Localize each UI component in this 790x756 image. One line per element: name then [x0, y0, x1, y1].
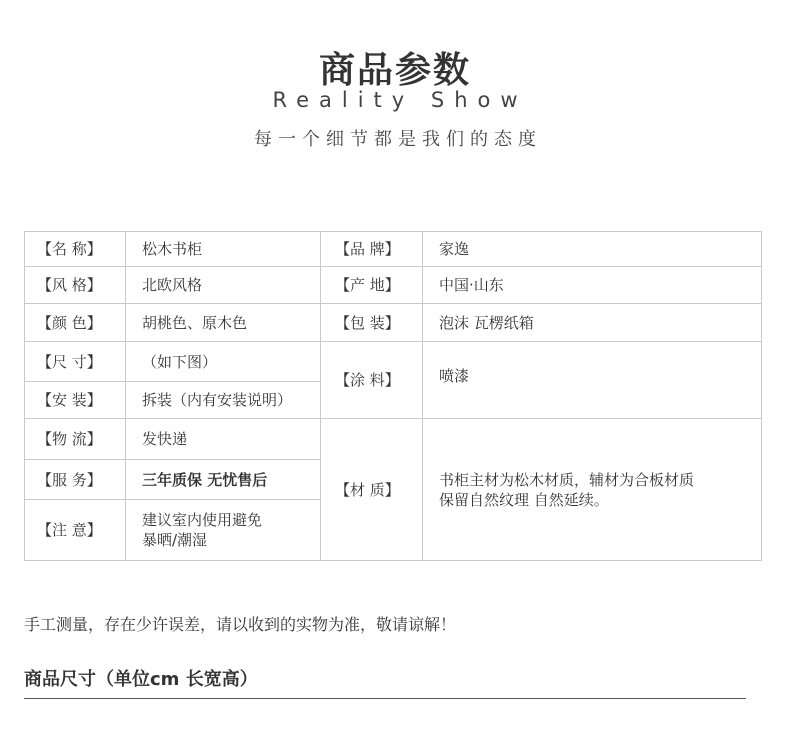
table-row: [25, 419, 762, 460]
param-label: 【尺 寸】: [25, 342, 126, 382]
param-value: [126, 500, 321, 561]
param-value: 松木书柜: [126, 232, 321, 267]
caution-line: 暴晒/潮湿: [142, 531, 208, 549]
page-tagline: 每一个细节都是我们的态度: [254, 129, 542, 150]
material-line: 书柜主材为松木材质，辅材为合板材质: [439, 470, 695, 489]
param-value: [423, 419, 762, 561]
table-row: [25, 267, 762, 304]
param-value: 中国·山东: [423, 267, 762, 304]
param-label: 【物 流】: [25, 419, 126, 460]
page-subtitle: Reality Show: [272, 88, 528, 112]
page-title: 商品参数: [318, 50, 471, 91]
param-label: 【涂 料】: [321, 342, 423, 419]
caution-line: 建议室内使用避免: [142, 511, 263, 529]
section-divider: [24, 698, 746, 699]
table-row: [25, 304, 762, 342]
param-value: 三年质保 无忧售后: [126, 460, 321, 500]
param-label: 【产 地】: [321, 267, 423, 304]
param-label: 【材 质】: [321, 419, 423, 561]
param-label: 【颜 色】: [25, 304, 126, 342]
product-params-table: [24, 231, 762, 561]
param-value: （如下图）: [126, 342, 321, 382]
param-value: 发快递: [126, 419, 321, 460]
param-label: 【服 务】: [25, 460, 126, 500]
param-label: 【名 称】: [25, 232, 126, 267]
table-row: [25, 232, 762, 267]
param-label: 【注 意】: [25, 500, 126, 561]
param-value: 胡桃色、原木色: [126, 304, 321, 342]
param-value: 家逸: [423, 232, 762, 267]
param-value: 北欧风格: [126, 267, 321, 304]
param-label: 【包 装】: [321, 304, 423, 342]
param-value: 喷漆: [423, 342, 762, 419]
material-line: 保留自然纹理 自然延续。: [439, 490, 609, 509]
param-label: 【风 格】: [25, 267, 126, 304]
param-value: 泡沫 瓦楞纸箱: [423, 304, 762, 342]
measurement-note: 手工测量，存在少许误差，请以收到的实物为准，敬请谅解！: [24, 615, 457, 634]
param-label: 【安 装】: [25, 382, 126, 419]
param-value: 拆装（内有安装说明）: [126, 382, 321, 419]
table-row: [25, 342, 762, 382]
param-label: 【品 牌】: [321, 232, 423, 267]
section-title: 商品尺寸（单位cm 长宽高）: [24, 669, 258, 690]
